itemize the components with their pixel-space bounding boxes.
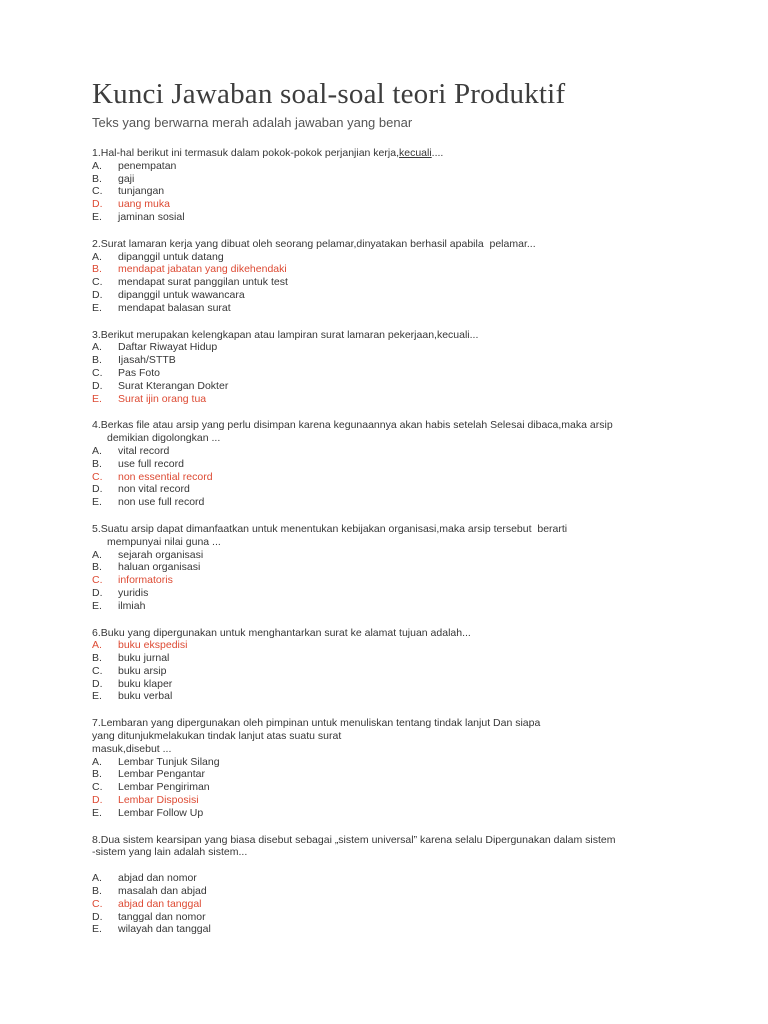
option-row-correct-answer [92,393,704,406]
option-letter: B. [92,561,102,574]
option-text: wilayah dan tanggal [118,923,211,936]
option-text: non vital record [118,483,190,496]
options-list [92,872,704,936]
option-text: Surat ijin orang tua [118,392,207,405]
option-row [92,678,704,691]
option-text: Lembar Tunjuk Silang [118,755,220,768]
option-row-correct-answer [92,198,704,211]
option-letter: E. [92,301,102,314]
option-row [92,600,704,613]
question-text-line-2: yang ditunjukmelakukan tindak lanjut atas suatu surat [92,730,342,743]
option-row-correct-answer [92,471,704,484]
option-text: tanggal dan nomor [118,910,206,923]
option-row-correct-answer [92,639,704,652]
option-letter: C. [92,781,103,794]
option-letter: C. [92,897,103,910]
option-row-correct-answer [92,794,704,807]
option-letter: D. [92,198,103,211]
option-row [92,665,704,678]
option-row [92,587,704,600]
option-row [92,652,704,665]
option-letter: C. [92,470,103,483]
option-text: masalah dan abjad [118,885,207,898]
question-7 [92,717,704,819]
option-text: Lembar Pengantar [118,768,205,781]
option-letter: A. [92,639,102,652]
option-text: informatoris [118,574,173,587]
option-row [92,561,704,574]
option-row [92,160,704,173]
option-row [92,367,704,380]
options-list [92,251,704,315]
option-text: ilmiah [118,599,146,612]
option-letter: E. [92,599,102,612]
underlined-term: kecuali [398,147,432,159]
option-text: Lembar Disposisi [118,794,199,807]
option-letter: B. [92,457,102,470]
option-text: Ijasah/STTB [118,354,176,367]
question-text-suffix: .... [431,147,444,159]
question-text: 6.Buku yang dipergunakan untuk menghantarkan surat ke alamat tujuan adalah... [92,626,471,639]
option-row [92,251,704,264]
option-letter: D. [92,379,103,392]
option-text: sejarah organisasi [118,548,204,561]
option-row [92,302,704,315]
option-text: buku jurnal [118,652,170,665]
option-row [92,807,704,820]
option-letter: B. [92,885,102,898]
options-list [92,341,704,405]
option-text: buku klaper [118,677,173,690]
option-row [92,885,704,898]
option-row [92,549,704,562]
option-letter: B. [92,172,102,185]
option-letter: D. [92,586,103,599]
option-letter: E. [92,210,102,223]
options-list [92,639,704,703]
question-text-line-1: 7.Lembaran yang dipergunakan oleh pimpinan untuk menuliskan tentang tindak lanjut Dan siapa [92,717,541,730]
option-text: mendapat jabatan yang dikehendaki [118,263,287,276]
option-text: Surat Kterangan Dokter [118,379,229,392]
option-row [92,354,704,367]
option-row [92,211,704,224]
option-letter: A. [92,755,102,768]
option-text: Lembar Follow Up [118,806,204,819]
option-letter: C. [92,574,103,587]
option-row [92,289,704,302]
option-text: non essential record [118,470,213,483]
option-letter: A. [92,250,102,263]
option-letter: A. [92,444,102,457]
option-letter: E. [92,923,102,936]
option-text: penempatan [118,159,177,172]
option-text: buku ekspedisi [118,639,188,652]
option-text: yuridis [118,586,149,599]
question-8 [92,834,704,937]
option-letter: A. [92,548,102,561]
options-list [92,756,704,820]
question-1 [92,147,704,224]
option-row [92,781,704,794]
question-3 [92,329,704,406]
question-text-line-2: demikian digolongkan ... [107,432,221,445]
page-subtitle: Teks yang berwarna merah adalah jawaban yang benar [92,115,413,130]
question-text-line-2: -sistem yang lain adalah sistem... [92,846,248,859]
option-row [92,496,704,509]
option-text: haluan organisasi [118,561,201,574]
option-row-correct-answer [92,898,704,911]
option-row [92,380,704,393]
option-row-correct-answer [92,263,704,276]
option-row [92,768,704,781]
question-text: 3.Berikut merupakan kelengkapan atau lampiran surat lamaran pekerjaan,kecuali... [92,328,479,341]
option-letter: C. [92,185,103,198]
option-text: dipanggil untuk datang [118,250,224,263]
option-row [92,276,704,289]
option-row [92,911,704,924]
option-letter: B. [92,652,102,665]
option-text: buku verbal [118,690,173,703]
page-title: Kunci Jawaban soal-soal teori Produktif [92,78,566,110]
option-text: mendapat balasan surat [118,301,231,314]
option-letter: B. [92,768,102,781]
option-row [92,185,704,198]
option-letter: A. [92,159,102,172]
question-5 [92,523,704,613]
option-letter: A. [92,872,102,885]
option-text: jaminan sosial [118,210,185,223]
option-letter: E. [92,496,102,509]
option-text: Pas Foto [118,366,161,379]
option-row [92,756,704,769]
option-text: uang muka [118,198,170,211]
option-text: non use full record [118,496,205,509]
option-text: mendapat surat panggilan untuk test [118,276,288,289]
option-letter: E. [92,806,102,819]
option-letter: C. [92,664,103,677]
option-letter: E. [92,392,102,405]
option-letter: D. [92,910,103,923]
option-row [92,445,704,458]
option-text: buku arsip [118,664,167,677]
option-text: tunjangan [118,185,165,198]
option-letter: B. [92,354,102,367]
option-text: gaji [118,172,135,185]
options-list [92,445,704,509]
option-text: use full record [118,457,184,470]
option-letter: A. [92,341,102,354]
options-list [92,549,704,613]
question-text [92,147,704,160]
options-list [92,160,704,224]
option-letter: D. [92,483,103,496]
option-row [92,483,704,496]
option-row [92,690,704,703]
option-row [92,458,704,471]
question-text-line-3: masuk,disebut ... [92,742,172,755]
question-4 [92,419,704,509]
question-text-line-1: 4.Berkas file atau arsip yang perlu disimpan karena kegunaannya akan habis setelah Selesai dibaca,maka arsip [92,419,613,432]
option-row-correct-answer [92,574,704,587]
option-letter: D. [92,677,103,690]
option-text: abjad dan tanggal [118,897,202,910]
option-text: abjad dan nomor [118,872,197,885]
option-text: Lembar Pengiriman [118,781,210,794]
option-row [92,173,704,186]
question-text-line-2: mempunyai nilai guna ... [107,535,221,548]
option-letter: B. [92,263,102,276]
option-text: Daftar Riwayat Hidup [118,341,218,354]
option-row [92,923,704,936]
option-row [92,872,704,885]
option-letter: C. [92,276,103,289]
question-2 [92,238,704,315]
option-letter: C. [92,366,103,379]
option-letter: D. [92,794,103,807]
question-text-prefix: 1.Hal-hal berikut ini termasuk dalam pokok-pokok perjanjian kerja, [92,147,399,159]
question-6 [92,627,704,704]
option-text: vital record [118,444,170,457]
question-text: 2.Surat lamaran kerja yang dibuat oleh seorang pelamar,dinyatakan berhasil apabila pelamar... [92,237,536,250]
option-row [92,341,704,354]
question-text-line-1: 5.Suatu arsip dapat dimanfaatkan untuk menentukan kebijakan organisasi,maka arsip tersebut berarti [92,522,568,535]
option-text: dipanggil untuk wawancara [118,288,245,301]
option-letter: E. [92,690,102,703]
option-letter: D. [92,288,103,301]
question-text-line-1: 8.Dua sistem kearsipan yang biasa disebut sebagai „sistem universal” karena selalu Dipergunakan dalam sistem [92,833,616,846]
